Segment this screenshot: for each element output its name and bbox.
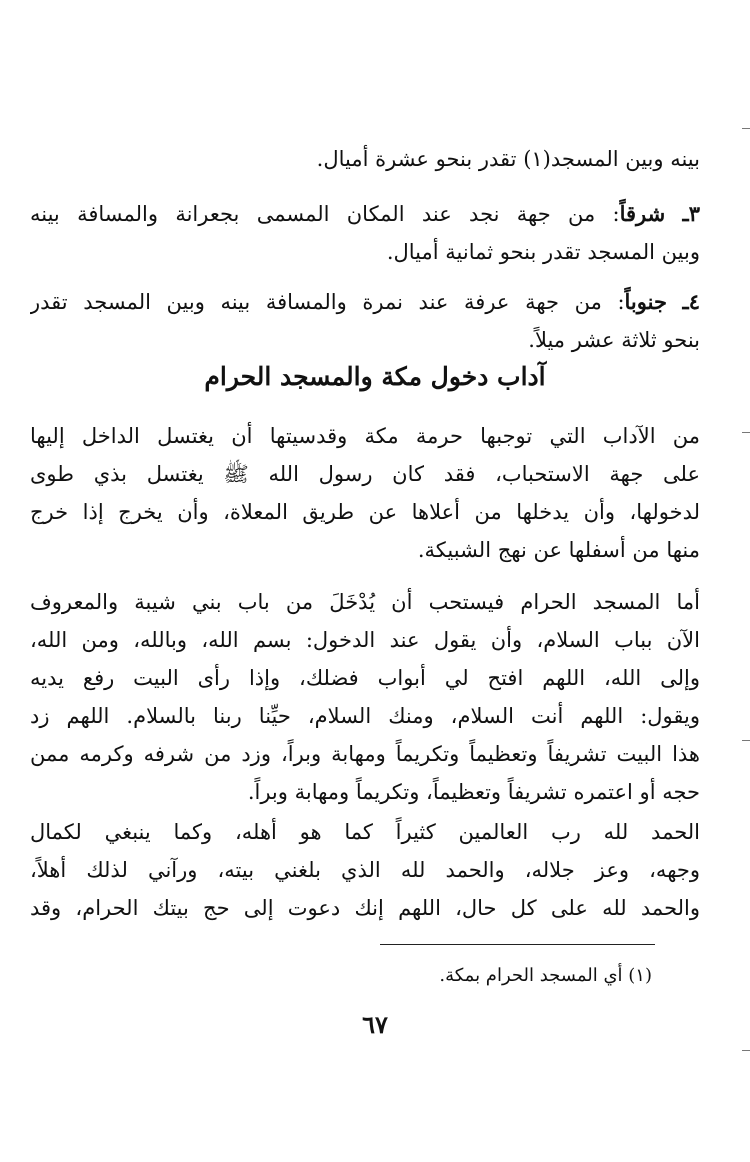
text-line: الآن بباب السلام، وأن يقول عند الدخول: بسم الله، وبالله، ومن الله،	[30, 628, 700, 652]
text-line: أما المسجد الحرام فيستحب أن يُدْخَلَ من باب بني شيبة والمعروف	[30, 590, 700, 614]
paragraph-3	[30, 813, 700, 927]
scan-edge-mark	[742, 432, 750, 433]
page-number: ٦٧	[362, 1010, 388, 1039]
item-label: شرقاً	[619, 201, 666, 226]
text-line: لدخولها، وأن يدخلها من أعلاها عن طريق المعلاة، وأن يخرج إذا خرج	[30, 500, 700, 524]
text-line: بنحو ثلاثة عشر ميلاً.	[528, 328, 700, 352]
item-number: ٣ـ	[682, 201, 700, 226]
text-line: بينه وبين المسجد(١) تقدر بنحو عشرة أميال.	[316, 147, 700, 171]
text-line: والحمد لله على كل حال، اللهم إنك دعوت إلى حج بيتك الحرام، وقد	[30, 896, 700, 920]
text-line: الحمد لله رب العالمين كثيراً كما هو أهله، وكما ينبغي لكمال	[30, 820, 700, 844]
text-line: وإلى الله، اللهم افتح لي أبواب فضلك، وإذا رأى البيت رفع يديه	[30, 666, 700, 690]
footnote-separator	[380, 944, 655, 945]
text-line: من الآداب التي توجبها حرمة مكة وقدسيتها أن يغتسل الداخل إليها	[30, 424, 700, 448]
list-item-3	[30, 195, 700, 271]
item-label: جنوباً	[624, 289, 667, 314]
list-item-2-continuation	[30, 140, 700, 178]
text-line: وجهه، وعز جلاله، والحمد لله الذي بلغني بيته، ورآني لذلك أهلاً،	[30, 858, 700, 882]
footnote: (١) أي المسجد الحرام بمكة.	[439, 965, 652, 986]
paragraph-1	[30, 417, 700, 569]
text-line: على جهة الاستحباب، فقد كان رسول الله ﷺ يغتسل بذي طوى	[30, 462, 700, 486]
scan-edge-mark	[742, 740, 750, 741]
text-line: حجه أو اعتمره تشريفاً وتعظيماً، وتكريماً ومهابة وبراً.	[247, 780, 700, 804]
text-line: ويقول: اللهم أنت السلام، ومنك السلام، حيِّنا ربنا بالسلام. اللهم زد	[30, 704, 700, 728]
item-text: : من جهة نجد عند المكان المسمى بجعرانة والمسافة بينه	[30, 202, 620, 226]
item-text: : من جهة عرفة عند نمرة والمسافة بينه وبين المسجد تقدر	[30, 290, 625, 314]
section-heading: آداب دخول مكة والمسجد الحرام	[204, 362, 546, 391]
text-line: هذا البيت تشريفاً وتعظيماً وتكريماً ومهابة وبراً، وزد من شرفه وكرمه ممن	[30, 742, 700, 766]
scan-edge-mark	[742, 128, 750, 129]
text-line: وبين المسجد تقدر بنحو ثمانية أميال.	[386, 240, 700, 264]
paragraph-2	[30, 583, 700, 811]
text-line: منها من أسفلها عن نهج الشبيكة.	[417, 538, 700, 562]
list-item-4	[30, 283, 700, 359]
scan-edge-mark	[742, 1050, 750, 1051]
text-line	[30, 195, 700, 233]
item-number: ٤ـ	[682, 289, 700, 314]
text-line	[30, 283, 700, 321]
